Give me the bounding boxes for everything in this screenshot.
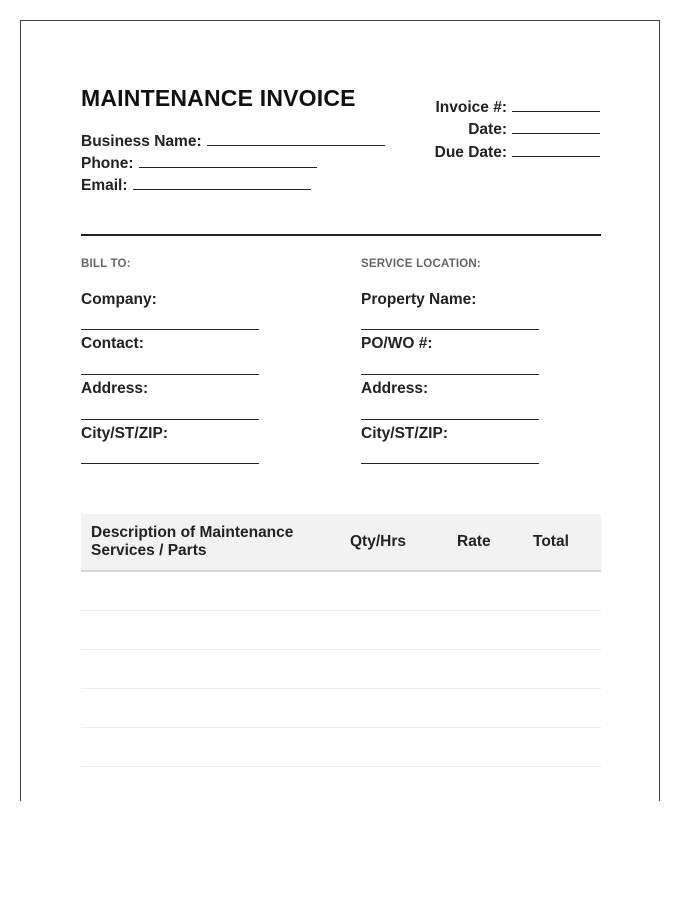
invoice-number-field <box>436 99 601 117</box>
service-property-label: Property Name: <box>361 291 477 308</box>
service-powo-line[interactable] <box>361 374 539 375</box>
table-row[interactable] <box>81 611 601 650</box>
services-table <box>81 514 601 767</box>
date-blank[interactable] <box>512 121 600 134</box>
service-address-line[interactable] <box>361 419 539 420</box>
header-qty: Qty/Hrs <box>350 533 406 550</box>
bill-to-heading: BILL TO: <box>81 258 131 270</box>
invoice-number-label: Invoice #: <box>435 99 507 116</box>
service-powo-label: PO/WO #: <box>361 335 433 352</box>
business-name-label: Business Name: <box>81 133 202 150</box>
due-date-blank[interactable] <box>512 144 600 157</box>
phone-field <box>81 155 317 173</box>
bill-to-company-label: Company: <box>81 291 157 308</box>
bill-to-address-line[interactable] <box>81 419 259 420</box>
header-divider <box>81 234 601 236</box>
business-name-blank[interactable] <box>207 133 385 146</box>
due-date-field <box>435 144 600 162</box>
bill-to-address-label: Address: <box>81 380 149 397</box>
service-city-label: City/ST/ZIP: <box>361 425 448 442</box>
date-field <box>468 121 600 139</box>
phone-label: Phone: <box>81 155 134 172</box>
bill-to-city-label: City/ST/ZIP: <box>81 425 168 442</box>
service-address-label: Address: <box>361 380 429 397</box>
table-header <box>81 514 601 572</box>
invoice-page <box>20 20 660 801</box>
service-city-line[interactable] <box>361 463 539 464</box>
phone-blank[interactable] <box>139 155 317 168</box>
email-blank[interactable] <box>133 177 311 190</box>
service-location-heading: SERVICE LOCATION: <box>361 258 481 270</box>
date-label: Date: <box>468 121 507 138</box>
bill-to-company-line[interactable] <box>81 329 259 330</box>
invoice-title: MAINTENANCE INVOICE <box>81 85 356 111</box>
table-row[interactable] <box>81 572 601 611</box>
header-total: Total <box>533 533 569 550</box>
email-field <box>81 177 311 195</box>
table-row[interactable] <box>81 689 601 728</box>
email-label: Email: <box>81 177 128 194</box>
invoice-number-blank[interactable] <box>512 99 600 112</box>
header-rate: Rate <box>457 533 491 550</box>
bill-to-city-line[interactable] <box>81 463 259 464</box>
business-name-field <box>81 133 385 151</box>
due-date-label: Due Date: <box>434 144 507 161</box>
header-description: Description of Maintenance Services / Parts <box>91 524 294 559</box>
bill-to-contact-line[interactable] <box>81 374 259 375</box>
bill-to-contact-label: Contact: <box>81 335 144 352</box>
table-row[interactable] <box>81 650 601 689</box>
service-property-line[interactable] <box>361 329 539 330</box>
table-row[interactable] <box>81 728 601 767</box>
